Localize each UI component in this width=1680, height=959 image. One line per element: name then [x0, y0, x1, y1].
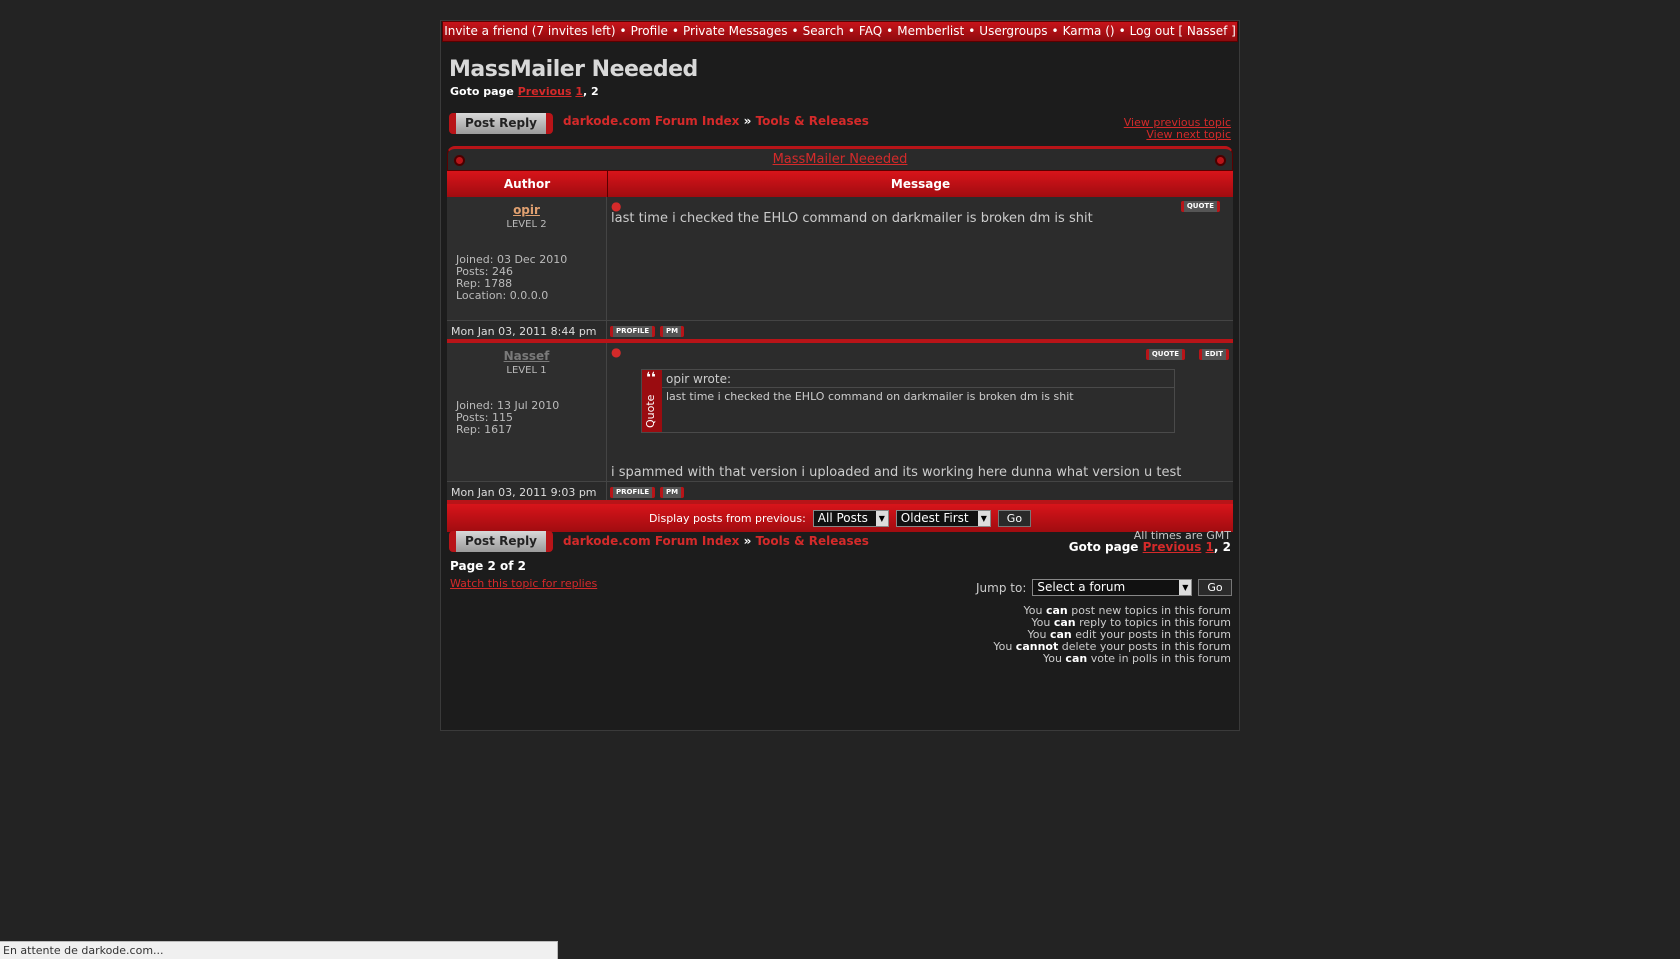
display-go-button[interactable]: Go [998, 510, 1031, 527]
breadcrumb-forum[interactable]: Tools & Releases [755, 534, 869, 548]
quote-button[interactable]: QUOTE [1181, 201, 1220, 212]
author-name-link[interactable]: opir [513, 203, 540, 217]
nav-memberlist[interactable]: Memberlist [897, 24, 965, 38]
browser-status-bar: En attente de darkode.com... [0, 941, 558, 959]
breadcrumb-forum[interactable]: Tools & Releases [755, 114, 869, 128]
post-author-info [447, 343, 607, 481]
quote-sidebar [642, 370, 662, 432]
goto-page1-link[interactable]: 1 [1205, 540, 1214, 554]
view-next-topic-link[interactable]: View next topic [1146, 128, 1231, 141]
breadcrumb-index[interactable]: darkode.com Forum Index [563, 534, 740, 548]
author-column-header: Author [503, 177, 551, 191]
goto-previous-link[interactable]: Previous [1142, 540, 1202, 554]
post-reply-button[interactable]: Post Reply [449, 531, 553, 552]
quote-block [641, 369, 1175, 433]
forum-container [440, 20, 1240, 731]
goto-previous-link[interactable]: Previous [517, 85, 572, 98]
post-message-text: last time i checked the EHLO command on darkmailer is broken dm is shit [611, 211, 1093, 226]
header-dot-left-icon [454, 155, 465, 166]
jump-go-button[interactable]: Go [1198, 579, 1231, 596]
watch-topic-link[interactable]: Watch this topic for replies [450, 577, 598, 590]
jump-forum-select[interactable]: Select a forum ▼ [1032, 579, 1192, 596]
goto-page-top: Goto page Previous 1, 2 [450, 85, 599, 98]
post-bullet-icon: ● [611, 199, 622, 213]
nav-profile[interactable]: Profile [630, 24, 668, 38]
post-message [607, 343, 1233, 481]
post-row [447, 343, 1233, 482]
topic-posts [447, 146, 1233, 532]
nav-search[interactable]: Search [802, 24, 844, 38]
dropdown-arrow-icon: ▼ [978, 511, 990, 526]
author-stats: Joined: 13 Jul 2010 Posts: 115 Rep: 1617 [456, 399, 560, 436]
edit-button[interactable]: EDIT [1199, 349, 1229, 360]
breadcrumb: darkode.com Forum Index » Tools & Releases [563, 534, 869, 548]
display-options-bar [447, 504, 1233, 532]
quote-author: opir wrote: [662, 370, 1174, 388]
topic-header [447, 146, 1233, 171]
pm-button[interactable]: PM [660, 487, 684, 498]
page-title: MassMailer Neeeded [449, 57, 698, 82]
breadcrumb: darkode.com Forum Index » Tools & Releases [563, 114, 869, 128]
post-footer [447, 321, 1233, 343]
post-author-info [447, 197, 607, 320]
quote-button[interactable]: QUOTE [1146, 349, 1185, 360]
post-message-text: i spammed with that version i uploaded and its working here dunna what version u test [611, 465, 1182, 480]
nav-faq[interactable]: FAQ [858, 24, 883, 38]
permission-line: You can vote in polls in this forum [1042, 652, 1231, 665]
timezone-note: All times are GMT [1133, 529, 1231, 542]
quote-label: Quote [644, 394, 657, 428]
author-stats: Joined: 03 Dec 2010 Posts: 246 Rep: 1788 Location: 0.0.0.0 [456, 253, 568, 302]
post-reply-button[interactable]: Post Reply [449, 113, 553, 134]
table-header [447, 171, 1233, 197]
permissions-list [993, 605, 1231, 665]
breadcrumb-index[interactable]: darkode.com Forum Index [563, 114, 740, 128]
top-navigation: Invite a friend (7 invites left) • Profile • Private Messages • Search • FAQ • Memberlist • Usergroups • Karma () • Log out [ Nassef ] [442, 21, 1238, 42]
posts-filter-select[interactable]: All Posts ▼ [813, 510, 889, 527]
message-column-header: Message [607, 171, 1233, 197]
display-label: Display posts from previous: [648, 511, 806, 525]
jump-to-form [976, 579, 1232, 596]
nav-logout[interactable]: Log out [ Nassef ] [1129, 24, 1236, 38]
permission-line: You can reply to topics in this forum [1031, 616, 1231, 629]
permission-line: You can post new topics in this forum [1023, 604, 1231, 617]
page-count: Page 2 of 2 [450, 559, 526, 573]
author-level: LEVEL 2 [506, 219, 547, 230]
sort-order-select[interactable]: Oldest First ▼ [896, 510, 991, 527]
goto-page1-link[interactable]: 1 [575, 85, 584, 98]
jump-label: Jump to: [976, 580, 1027, 595]
author-name-link[interactable]: Nassef [503, 349, 550, 363]
post-date: Mon Jan 03, 2011 9:03 pm [447, 482, 607, 500]
pm-button[interactable]: PM [660, 326, 684, 337]
author-level: LEVEL 1 [506, 365, 547, 376]
dropdown-arrow-icon: ▼ [876, 511, 888, 526]
profile-button[interactable]: PROFILE [610, 487, 655, 498]
dropdown-arrow-icon: ▼ [1179, 580, 1191, 595]
quote-text: last time i checked the EHLO command on darkmailer is broken dm is shit [666, 390, 1074, 403]
permission-line: You can edit your posts in this forum [1027, 628, 1231, 641]
post-message [607, 197, 1233, 320]
post-bullet-icon: ● [611, 345, 622, 359]
goto-page-bottom: Goto page Previous 1, 2 [1068, 540, 1231, 554]
post-row [447, 197, 1233, 321]
nav-karma[interactable]: Karma () [1062, 24, 1115, 38]
profile-button[interactable]: PROFILE [610, 326, 655, 337]
quote-mark-icon: ❛❛ [646, 370, 656, 386]
nav-usergroups[interactable]: Usergroups [979, 24, 1048, 38]
topic-title-link[interactable]: MassMailer Neeeded [772, 152, 908, 167]
post-footer [447, 482, 1233, 504]
post-date: Mon Jan 03, 2011 8:44 pm [447, 321, 607, 339]
nav-invite[interactable]: Invite a friend (7 invites left) [444, 24, 616, 38]
nav-private-messages[interactable]: Private Messages [683, 24, 788, 38]
view-previous-topic-link[interactable]: View previous topic [1123, 116, 1231, 129]
header-dot-right-icon [1215, 155, 1226, 166]
topic-navigation [1124, 117, 1231, 141]
permission-line: You cannot delete your posts in this forum [993, 640, 1231, 653]
